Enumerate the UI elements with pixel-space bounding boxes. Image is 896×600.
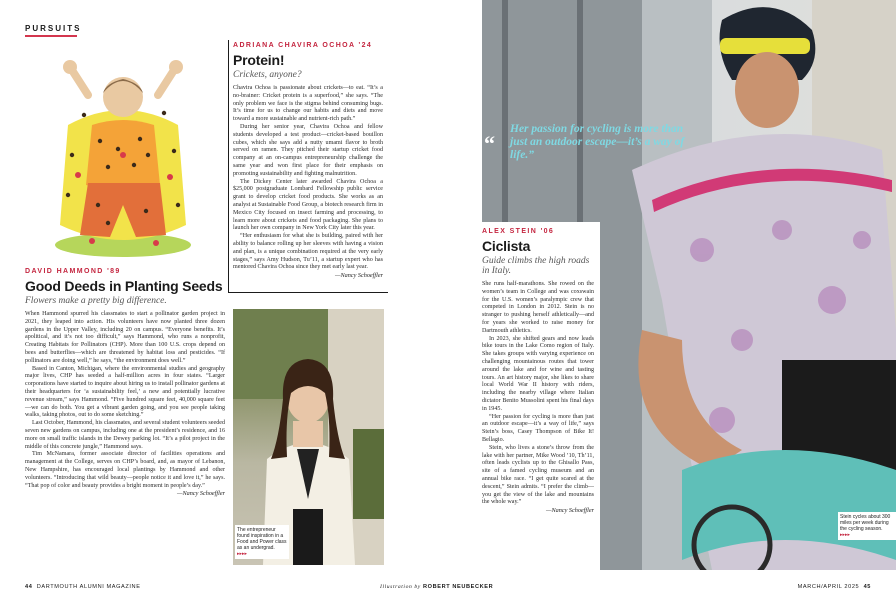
portrait-photo — [233, 309, 384, 565]
mid-body — [233, 85, 383, 272]
section-rule — [25, 35, 77, 37]
right-kicker: ALEX STEIN '06 — [482, 228, 555, 235]
mid-byline: —Nancy Schoeffler — [335, 272, 383, 280]
mid-dek: Crickets, anyone? — [233, 70, 302, 80]
left-byline: —Nancy Schoeffler — [177, 490, 225, 498]
section-label: PURSUITS — [25, 24, 82, 33]
mid-paragraph: During her senior year, Chavira Ochoa and fellow students developed a test product—cricket-based bouillon cubes, which she says add a nutty umami flavor to broth served on ramen. They pitched their startup cricket food company at an on-campus entrepreneurship challenge the same year and won first place for their emphasis on promoting sustainability and fighting malnutrition. — [233, 123, 383, 177]
mid-kicker: ADRIANA CHAVIRA OCHOA '24 — [233, 42, 373, 49]
issue-date: MARCH/APRIL 2025 — [797, 584, 860, 590]
left-paragraph: When Hammond spurred his classmates to start a pollinator garden project in 2021, they leaped into action. His volunteers have now planted three dozen gardens in the Upper Valley, including 20 on campus. “Everyone benefits. It’s apolitical, and it’s not too difficult,” says Hammond, who runs a nonprofit, Creating Habitats for Pollinators (CHP). More than 100 U.S. crops depend on bees and butterflies—which are threatened by habitat loss and pesticides. “If pollinators are doing well,” he says, “the environment does well.” — [25, 311, 225, 364]
right-paragraph: In 2023, she shifted gears and now leads bike tours in the Lake Como region of Italy. She takes groups with varying experience on challenging mountainous routes that tower around the lake and for wine and tasting tours. An art history major, she likes to share local World War II history with riders, including the nearby village where Italian dictator Benito Mussolini spent his final days in 1945. — [482, 335, 594, 412]
right-body — [482, 281, 594, 507]
mid-box-left-rule — [228, 40, 229, 292]
right-paragraph: She runs half-marathons. She rowed on the women’s team in College and was coxswain for the U.S. women’s paralympic crew that competed in London in 2012. Stein is no stranger to pushing herself athletically—and for years she worked to raise money for Dartmouth athletics. — [482, 281, 594, 334]
right-page-number: 45 — [863, 584, 871, 590]
left-body — [25, 311, 225, 490]
pull-quote: Her passion for cycling is more than just an outdoor escape—it’s a way of life.” — [510, 123, 685, 161]
illustration-label: Illustration by — [380, 584, 421, 590]
left-page-number: 44 — [25, 584, 33, 590]
right-headline: Ciclista — [482, 238, 531, 254]
footer-credit — [380, 584, 493, 590]
gardener-illustration — [48, 55, 198, 260]
magazine-name: DARTMOUTH ALUMNI MAGAZINE — [36, 584, 141, 590]
cyclist-caption-arrows: ▸▸▸▸ — [840, 532, 851, 538]
left-paragraph: Last October, Hammond, his classmates, and several student volunteers seeded seven new gardens on campus, including one at the president’s residence, and 16 more on small traffic islands in the Dewey parking lot. “It’s a pilot project in the middle of this concrete jungle,” Hammond says. — [25, 420, 225, 450]
mid-paragraph: Chavira Ochoa is passionate about crickets—to eat. “It’s a no-brainer: Cricket protein is a superfood,” she says. “The only problem we face is the stigma behind consuming bugs. It’s time for us to change our habits and diets and move toward a more sustainable and nutrient-rich path.” — [233, 85, 383, 123]
left-story — [25, 268, 225, 497]
left-paragraph: Tim McNamara, former associate director of facilities operations and management at the College, serves on CHP’s board, and, as mayor of Lebanon, New Hampshire, has encouraged local plantings by Hammond and other volunteers. “Introducing that wild beauty—people notice it and love it,” he says. “That pop of color and beauty provides a bright moment in people’s day.” — [25, 451, 225, 489]
mid-paragraph: The Dickey Center later awarded Chavira Ochoa a $25,000 postgraduate Lombard Fellowship public service grant to develop cricket food products. She works as an analyst at Sustainable Food Group, a biotech research firm in Mexico City focused on insect farming and processing, to learn more about crickets and food packaging. She plans to launch her own company in New York City later this year. — [233, 178, 383, 232]
cyclist-caption — [838, 512, 896, 540]
right-story — [482, 228, 594, 514]
quote-mark-icon: “ — [484, 131, 495, 156]
mid-box-bottom-rule — [228, 292, 388, 293]
left-headline: Good Deeds in Planting Seeds — [25, 278, 223, 294]
footer-right — [798, 584, 871, 590]
mid-story — [233, 42, 383, 279]
right-paragraph: “Her passion for cycling is more than just an outdoor escape—it’s a way of life,” says Stein’s boss, Casey Thompson of Bike It! Bellagio. — [482, 413, 594, 443]
right-dek: Guide climbs the high roads in Italy. — [482, 256, 590, 276]
left-kicker: DAVID HAMMOND '89 — [25, 268, 121, 275]
left-dek: Flowers make a pretty big difference. — [25, 296, 167, 306]
right-byline: —Nancy Schoeffler — [546, 507, 594, 515]
cyclist-caption-text: Stein cycles about 300 miles per week during the cycling season. — [840, 514, 891, 532]
portrait-caption — [235, 525, 289, 559]
portrait-caption-arrows: ▸▸▸▸ — [237, 551, 248, 557]
mid-paragraph: “Her enthusiasm for what she is building, paired with her ability to balance rolling up her sleeves with having a vision and plan, is a unique combination required at the very early stages,” says Amy Hudson, Tu’11, a startup expert who has mentored Chavira Ochoa since they met early last year. — [233, 233, 383, 271]
footer-left — [25, 584, 141, 590]
illustrator-name: ROBERT NEUBECKER — [423, 584, 494, 590]
portrait-caption-text: The entrepreneur found inspiration in a Food and Power class as an undergrad. — [237, 527, 287, 551]
mid-headline: Protein! — [233, 52, 285, 68]
right-paragraph: Stein, who lives a stone’s throw from the lake with her partner, Mike Wood ’10, Th’11, often leads cyclists up to the Ghisallo Pass, site of a famed cycling museum and an annual bike race. “I get quite scared at the descent,” Stein admits. “I prefer the climb—you get the view of the lake and mountains the whole way.” — [482, 444, 594, 506]
left-paragraph: Based in Canton, Michigan, where the environmental studies and geography major lives, CHP has seeded a half-million acres in four states. “Larger corporations have started to inquire about hiring us to install pollinator gardens at their headquarters for ‘a sustainability feel,’ a new and potentially lucrative revenue stream,” says Hammond. “Five hundred square feet, 40,000 square feet—we can do both. You get a vibrant garden going, and you see people taking walks, taking photos, out to do some sketching.” — [25, 365, 225, 419]
